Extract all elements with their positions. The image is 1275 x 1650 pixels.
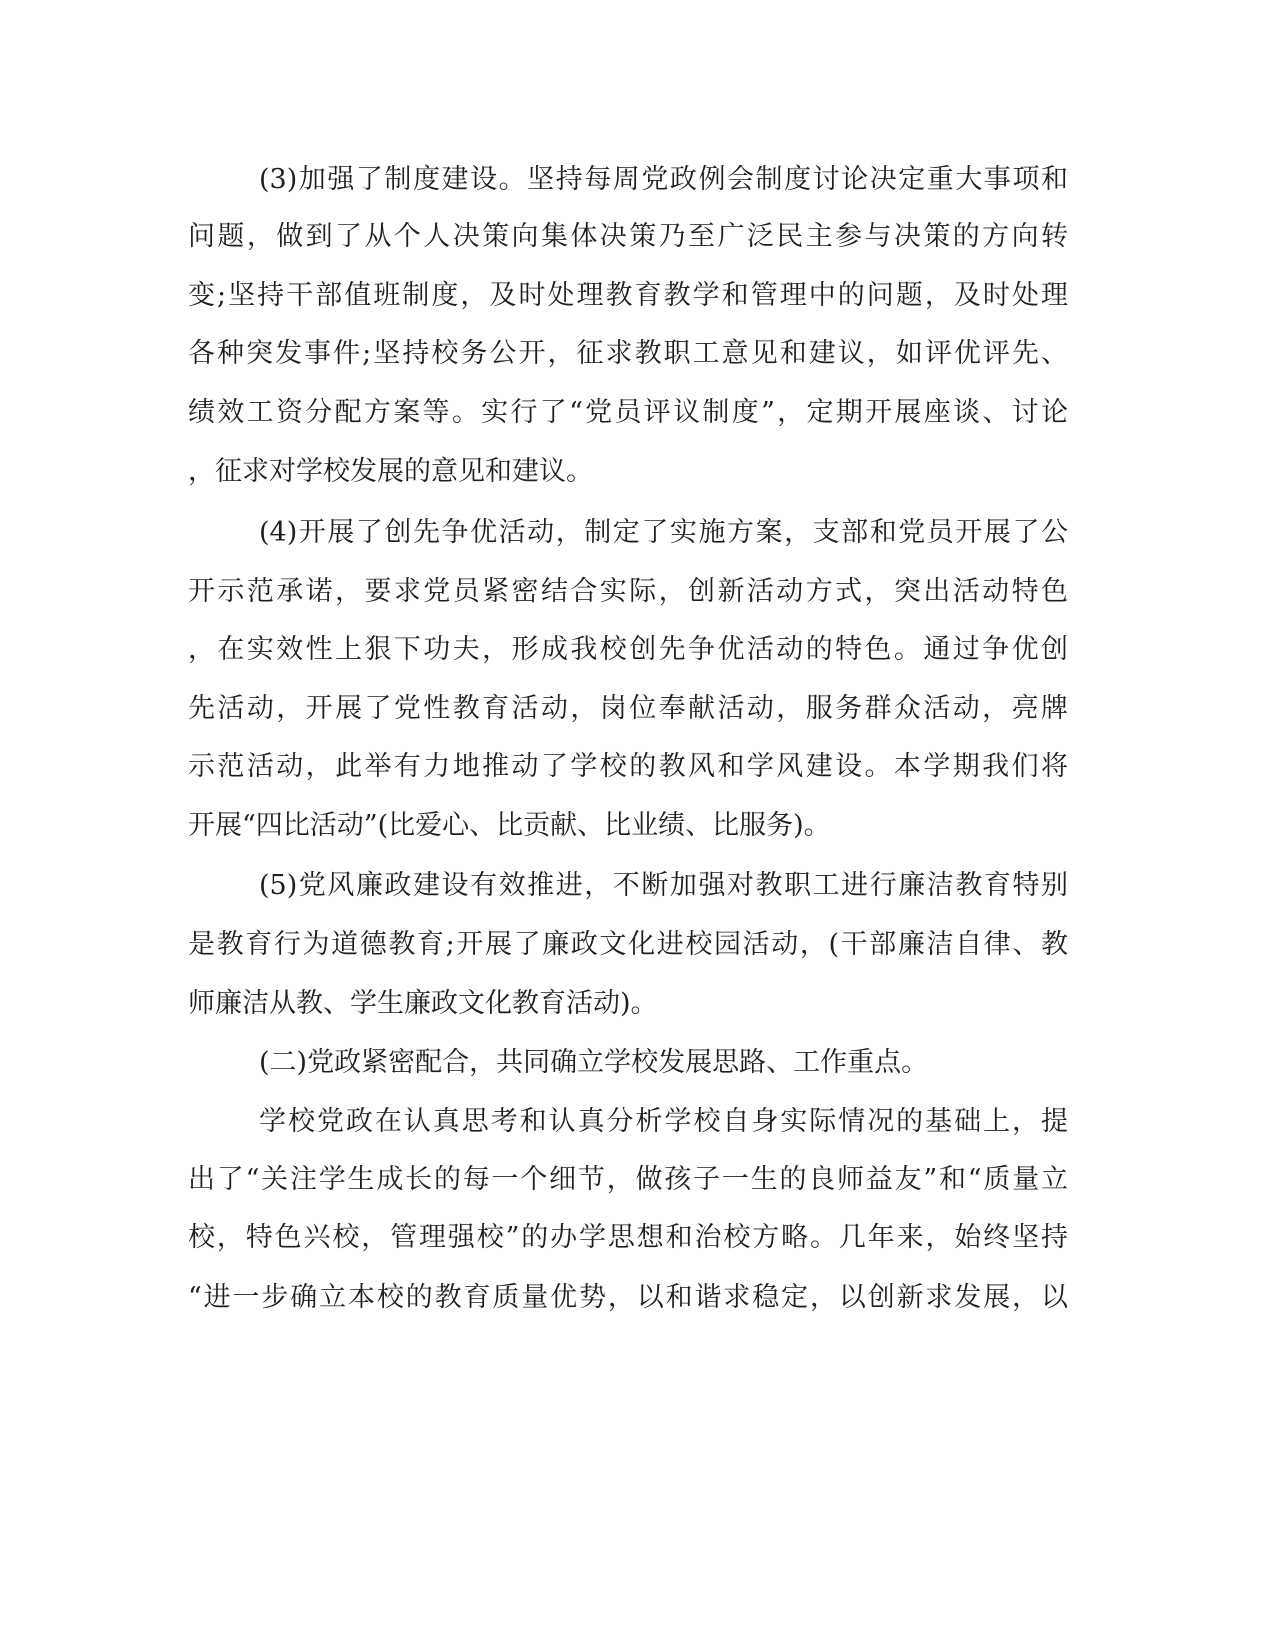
section-heading-2: (二)党政紧密配合，共同确立学校发展思路、工作重点。: [259, 1047, 929, 1078]
paragraph-4-line-3: ，在实效性上狠下功夫，形成我校创先争优活动的特色。通过争优创: [188, 634, 1068, 665]
paragraph-6-line-1: 学校党政在认真思考和认真分析学校自身实际情况的基础上，提: [259, 1106, 1068, 1137]
paragraph-4-line-5: 示范活动，此举有力地推动了学校的教风和学风建设。本学期我们将: [188, 751, 1068, 782]
paragraph-3-line-5: 绩效工资分配方案等。实行了“党员评议制度”，定期开展座谈、讨论: [188, 397, 1068, 428]
paragraph-4-line-6: 开展“四比活动”(比爱心、比贡献、比业绩、比服务)。: [188, 810, 831, 841]
paragraph-5-line-3: 师廉洁从教、学生廉政文化教育活动)。: [188, 988, 658, 1019]
paragraph-4-line-1: (4)开展了创先争优活动，制定了实施方案，支部和党员开展了公: [259, 517, 1068, 548]
paragraph-5-line-2: 是教育行为道德教育;开展了廉政文化进校园活动，(干部廉洁自律、教: [188, 929, 1068, 960]
paragraph-3-line-1: (3)加强了制度建设。坚持每周党政例会制度讨论决定重大事项和: [259, 164, 1068, 195]
paragraph-6-line-2: 出了“关注学生成长的每一个细节，做孩子一生的良师益友”和“质量立: [188, 1164, 1068, 1195]
paragraph-3-line-6: ，征求对学校发展的意见和建议。: [188, 456, 593, 487]
paragraph-6-line-4: “进一步确立本校的教育质量优势，以和谐求稳定，以创新求发展，以: [188, 1282, 1068, 1313]
paragraph-3-line-2: 问题，做到了从个人决策向集体决策乃至广泛民主参与决策的方向转: [188, 221, 1068, 252]
paragraph-3-line-4: 各种突发事件;坚持校务公开，征求教职工意见和建议，如评优评先、: [188, 338, 1068, 369]
paragraph-4-line-4: 先活动，开展了党性教育活动，岗位奉献活动，服务群众活动，亮牌: [188, 693, 1068, 724]
paragraph-4-line-2: 开示范承诺，要求党员紧密结合实际，创新活动方式，突出活动特色: [188, 576, 1068, 607]
paragraph-3-line-3: 变;坚持干部值班制度，及时处理教育教学和管理中的问题，及时处理: [188, 280, 1068, 311]
paragraph-6-line-3: 校，特色兴校，管理强校”的办学思想和治校方略。几年来，始终坚持: [188, 1222, 1068, 1253]
paragraph-5-line-1: (5)党风廉政建设有效推进，不断加强对教职工进行廉洁教育特别: [259, 870, 1068, 901]
